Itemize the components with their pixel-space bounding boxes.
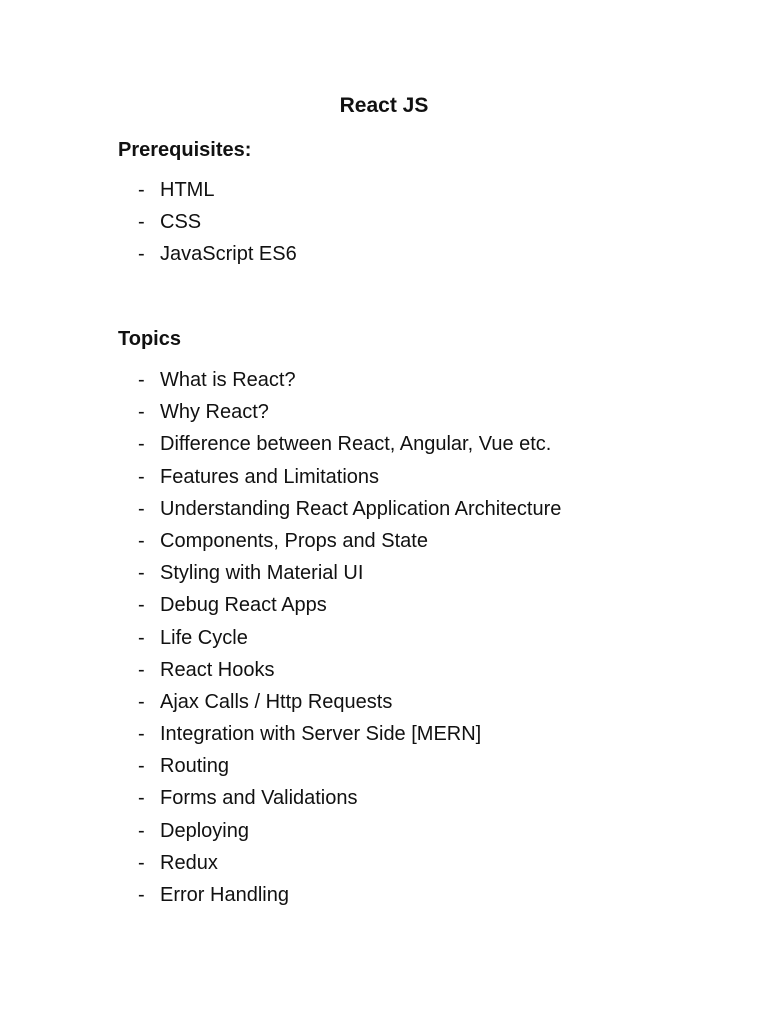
topic-item bbox=[138, 591, 561, 623]
document-title: React JS bbox=[339, 94, 429, 117]
bullet-dash: - bbox=[138, 594, 145, 617]
bullet-dash: - bbox=[138, 755, 145, 778]
prerequisite-item-text: JavaScript ES6 bbox=[160, 243, 297, 266]
bullet-dash: - bbox=[138, 690, 145, 713]
topic-item-text: Why React? bbox=[160, 401, 269, 424]
bullet-dash: - bbox=[138, 626, 145, 649]
topic-item bbox=[138, 463, 561, 495]
bullet-dash: - bbox=[138, 851, 145, 874]
prerequisite-item bbox=[138, 240, 297, 272]
topic-item bbox=[138, 559, 561, 591]
topic-item-text: Deploying bbox=[160, 819, 249, 842]
topics-list bbox=[138, 366, 561, 913]
topic-item-text: Styling with Material UI bbox=[160, 562, 364, 585]
topic-item-text: React Hooks bbox=[160, 658, 275, 681]
prerequisite-item-text: CSS bbox=[160, 211, 202, 234]
prerequisite-item-text: HTML bbox=[160, 179, 215, 201]
topic-item bbox=[138, 688, 561, 720]
bullet-dash: - bbox=[138, 562, 145, 585]
bullet-dash: - bbox=[138, 497, 145, 520]
bullet-dash: - bbox=[138, 211, 145, 234]
topic-item bbox=[138, 720, 561, 752]
topic-item bbox=[138, 881, 561, 913]
bullet-dash: - bbox=[138, 819, 145, 842]
prerequisites-heading: Prerequisites: bbox=[118, 139, 252, 161]
topic-item-text: Features and Limitations bbox=[160, 465, 380, 488]
bullet-dash: - bbox=[138, 529, 145, 552]
topic-item bbox=[138, 817, 561, 849]
topic-item bbox=[138, 849, 561, 881]
bullet-dash: - bbox=[138, 723, 145, 746]
topic-item-text: Life Cycle bbox=[160, 626, 248, 649]
bullet-dash: - bbox=[138, 401, 145, 424]
topics-heading: Topics bbox=[118, 328, 181, 350]
topic-item-text: Debug React Apps bbox=[160, 594, 327, 617]
topic-item-text: Difference between React, Angular, Vue etc. bbox=[160, 433, 552, 456]
bullet-dash: - bbox=[138, 369, 145, 391]
bullet-dash: - bbox=[138, 465, 145, 488]
topic-item bbox=[138, 624, 561, 656]
topic-item-text: Error Handling bbox=[160, 884, 289, 906]
topic-item-text: Components, Props and State bbox=[160, 529, 428, 552]
bullet-dash: - bbox=[138, 433, 145, 456]
bullet-dash: - bbox=[138, 243, 145, 266]
topic-item bbox=[138, 527, 561, 559]
prerequisite-item bbox=[138, 176, 297, 208]
topic-item bbox=[138, 784, 561, 816]
bullet-dash: - bbox=[138, 658, 145, 681]
prerequisite-item bbox=[138, 208, 297, 240]
topic-item-text: Ajax Calls / Http Requests bbox=[160, 690, 393, 713]
topic-item bbox=[138, 398, 561, 430]
topic-item-text: Redux bbox=[160, 851, 218, 874]
prerequisites-list bbox=[138, 176, 297, 273]
bullet-dash: - bbox=[138, 179, 145, 201]
topic-item bbox=[138, 752, 561, 784]
topic-item bbox=[138, 656, 561, 688]
topic-item-text: Understanding React Application Architecture bbox=[160, 497, 562, 520]
topic-item bbox=[138, 495, 561, 527]
topic-item-text: Integration with Server Side [MERN] bbox=[160, 723, 482, 746]
topic-item-text: Forms and Validations bbox=[160, 787, 358, 810]
topic-item bbox=[138, 366, 561, 398]
topic-item bbox=[138, 430, 561, 462]
topic-item-text: Routing bbox=[160, 755, 229, 778]
topic-item-text: What is React? bbox=[160, 369, 296, 391]
bullet-dash: - bbox=[138, 884, 145, 906]
bullet-dash: - bbox=[138, 787, 145, 810]
